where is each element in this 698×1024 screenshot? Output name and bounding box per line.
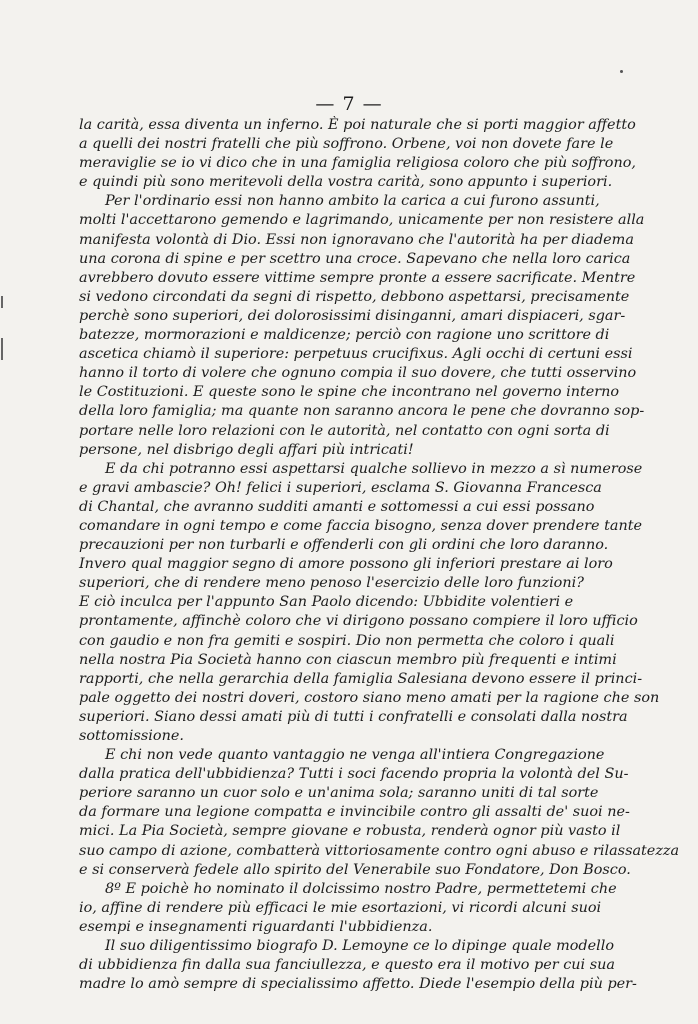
text-line: rapporti, che nella gerarchia della famiglia Salesiana devono essere il princi- xyxy=(79,670,643,687)
text-line: E da chi potranno essi aspettarsi qualche sollievo in mezzo a sì numerose xyxy=(105,460,643,477)
text-line: dalla pratica dell'ubbidienza? Tutti i soci facendo propria la volontà del Su- xyxy=(79,766,629,783)
text-line: di Chantal, che avranno sudditi amanti e sottomessi a cui essi possano xyxy=(79,498,595,515)
text-line: da formare una legione compatta e invincibile contro gli assalti de' suoi ne- xyxy=(79,804,630,821)
text-line: io, affine di rendere più efficaci le mie esortazioni, vi ricordi alcuni suoi xyxy=(79,899,602,916)
text-line: suo campo di azione, combatterà vittoriosamente contro ogni abuso e rilassatezza xyxy=(79,842,680,859)
text-line: una corona di spine e per scettro una croce. Sapevano che nella loro carica xyxy=(79,250,631,267)
text-line: comandare in ogni tempo e come faccia bisogno, senza dover prendere tante xyxy=(79,517,643,534)
paragraph xyxy=(79,192,645,459)
text-line: E ciò inculca per l'appunto San Paolo dicendo: Ubbidite volentieri e xyxy=(79,594,574,611)
text-line: di ubbidienza fin dalla sua fanciullezza, e questo era il motivo per cui sua xyxy=(79,957,615,974)
text-line: e quindi più sono meritevoli della vostra carità, sono appunto i superiori. xyxy=(79,174,613,191)
margin-mark xyxy=(1,296,3,308)
text-line: superiori. Siano dessi amati più di tutti i confratelli e consolati dalla nostra xyxy=(79,708,628,725)
text-line: precauzioni per non turbarli e offenderli con gli ordini che loro daranno. xyxy=(79,537,609,554)
page-number: — 7 — xyxy=(315,93,383,115)
text-line: E chi non vede quanto vantaggio ne venga all'intiera Congregazione xyxy=(105,747,605,764)
paragraph xyxy=(79,937,637,994)
paragraph xyxy=(79,880,617,937)
body-text xyxy=(79,116,680,994)
text-line: Per l'ordinario essi non hanno ambito la carica a cui furono assunti, xyxy=(105,193,600,210)
text-line: avrebbero dovuto essere vittime sempre pronte a essere sacrificate. Mentre xyxy=(79,269,636,286)
text-line: perchè sono superiori, dei dolorosissimi disinganni, amari dispiaceri, sgar- xyxy=(79,307,626,324)
text-line: si vedono circondati da segni di rispetto, debbono aspettarsi, precisamente xyxy=(79,288,630,305)
text-line: a quelli dei nostri fratelli che più soffrono. Orbene, voi non dovete fare le xyxy=(79,136,614,153)
text-line: pale oggetto dei nostri doveri, costoro siano meno amati per la ragione che son xyxy=(79,689,660,706)
paragraph xyxy=(79,460,660,746)
paragraph xyxy=(79,746,680,880)
text-line: ascetica chiamò il superiore: perpetuus crucifixus. Agli occhi di certuni essi xyxy=(79,346,633,363)
text-line: 8º E poichè ho nominato il dolcissimo nostro Padre, permettetemi che xyxy=(105,880,617,897)
text-line: sottomissione. xyxy=(79,728,184,744)
text-line: Invero qual maggior segno di amore possono gli inferiori prestare ai loro xyxy=(79,556,613,573)
text-line: portare nelle loro relazioni con le autorità, nel contatto con ogni sorta di xyxy=(79,422,610,439)
text-line: periore saranno un cuor solo e un'anima sola; saranno uniti di tal sorte xyxy=(79,785,599,802)
text-line: la carità, essa diventa un inferno. È poi naturale che si porti maggior affetto xyxy=(79,117,636,133)
text-line: nella nostra Pia Società hanno con ciascun membro più frequenti e intimi xyxy=(79,651,617,668)
text-line: esempi e insegnamenti riguardanti l'ubbidienza. xyxy=(79,918,433,935)
text-line: meraviglie se io vi dico che in una famiglia religiosa coloro che più soffrono, xyxy=(79,155,636,172)
text-line: persone, nel disbrigo degli affari più intricati! xyxy=(79,441,414,458)
text-line: con gaudio e non fra gemiti e sospiri. Dio non permetta che coloro i quali xyxy=(79,632,615,649)
text-line: molti l'accettarono gemendo e lagrimando, unicamente per non resistere alla xyxy=(79,212,645,229)
text-line: Il suo diligentissimo biografo D. Lemoyne ce lo dipinge quale modello xyxy=(105,938,615,955)
text-line: manifesta volontà di Dio. Essi non ignoravano che l'autorità ha per diadema xyxy=(79,231,634,248)
text-line: madre lo amò sempre di specialissimo affetto. Diede l'esempio della più per- xyxy=(79,976,637,993)
text-line: batezze, mormorazioni e maldicenze; perciò con ragione uno scrittore di xyxy=(79,327,610,344)
text-line: prontamente, affinchè coloro che vi dirigono possano compiere il loro ufficio xyxy=(79,613,638,630)
text-line: e si conserverà fedele allo spirito del Venerabile suo Fondatore, Don Bosco. xyxy=(79,861,631,878)
text-line: mici. La Pia Società, sempre giovane e robusta, renderà ognor più vasto il xyxy=(79,823,621,840)
ink-speck xyxy=(620,70,623,73)
text-line: della loro famiglia; ma quante non saranno ancora le pene che dovranno sop- xyxy=(79,403,645,420)
text-line: le Costituzioni. E queste sono le spine che incontrano nel governo interno xyxy=(79,384,620,401)
text-line: e gravi ambascie? Oh! felici i superiori, esclama S. Giovanna Francesca xyxy=(79,479,602,496)
margin-mark xyxy=(1,338,3,360)
paragraph xyxy=(79,116,636,192)
text-line: superiori, che di rendere meno penoso l'esercizio delle loro funzioni? xyxy=(79,575,584,592)
text-line: hanno il torto di volere che ognuno compia il suo dovere, che tutti osservino xyxy=(79,365,637,382)
